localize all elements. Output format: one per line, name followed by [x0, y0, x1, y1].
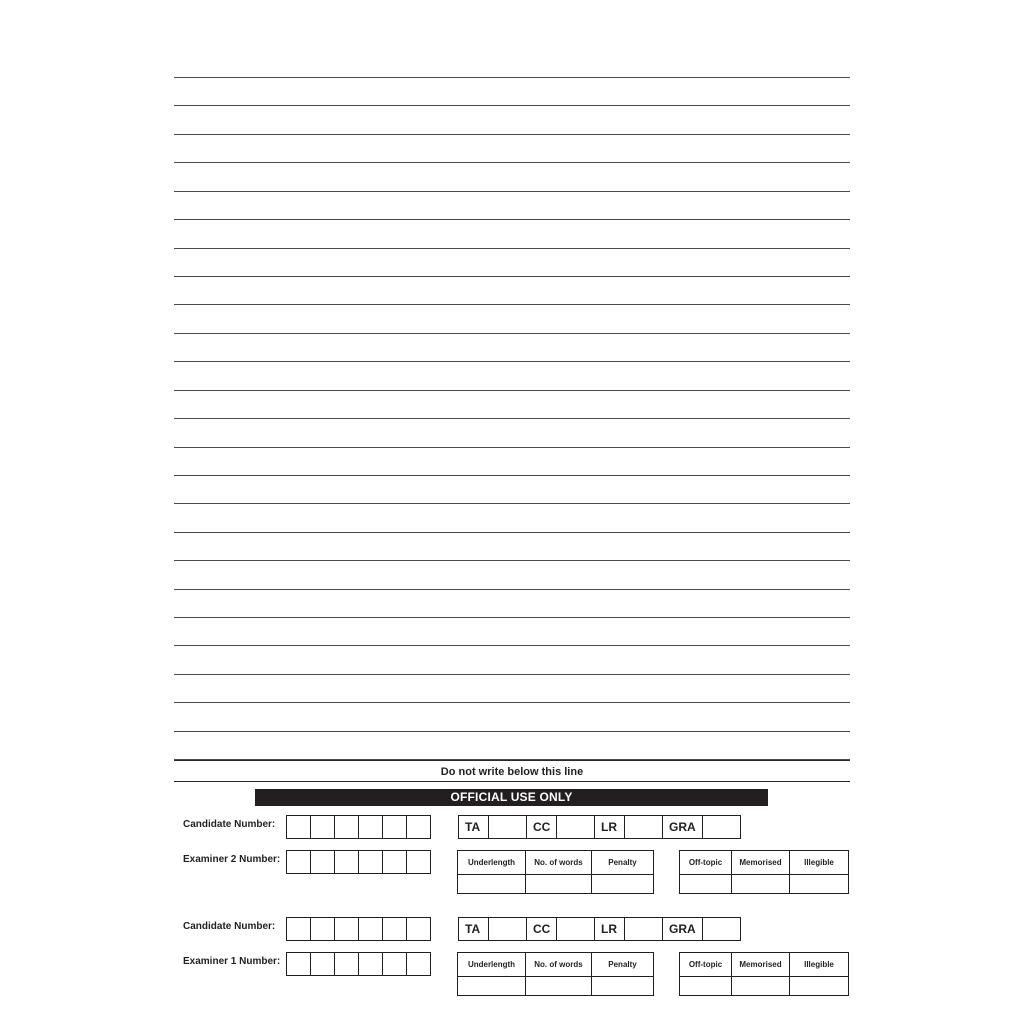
digit-box[interactable] [382, 815, 407, 839]
off-topic-header: Off-topic [680, 953, 732, 977]
illegible-header: Illegible [790, 851, 849, 875]
writing-line [174, 134, 850, 135]
penalty-table [457, 850, 654, 894]
mark-label-cc: CC [526, 917, 557, 941]
no-of-words-header: No. of words [526, 953, 592, 977]
divider-line [174, 781, 850, 782]
underlength-header: Underlength [458, 953, 526, 977]
flags-table [679, 952, 849, 996]
mark-box-ta[interactable] [488, 917, 527, 941]
digit-box[interactable] [310, 952, 335, 976]
digit-box[interactable] [286, 815, 311, 839]
digit-box[interactable] [406, 815, 431, 839]
digit-box[interactable] [358, 850, 383, 874]
mark-box-ta[interactable] [488, 815, 527, 839]
mark-label-gra: GRA [662, 917, 703, 941]
off-topic-header: Off-topic [680, 851, 732, 875]
illegible-header: Illegible [790, 953, 849, 977]
writing-line [174, 248, 850, 249]
mark-label-ta: TA [458, 917, 489, 941]
mark-label-gra: GRA [662, 815, 703, 839]
official-use-banner: OFFICIAL USE ONLY [255, 789, 768, 806]
digit-box[interactable] [310, 917, 335, 941]
digit-box[interactable] [382, 850, 407, 874]
mark-label-lr: LR [594, 917, 625, 941]
digit-box[interactable] [286, 952, 311, 976]
candidate-number-boxes [286, 917, 431, 941]
criteria-marks [458, 815, 741, 839]
writing-line [174, 304, 850, 305]
examiner-number-boxes [286, 952, 431, 976]
mark-box-cc[interactable] [556, 917, 595, 941]
writing-line [174, 276, 850, 277]
penalty-box[interactable] [592, 977, 654, 996]
digit-box[interactable] [406, 952, 431, 976]
writing-line [174, 589, 850, 590]
memorised-header: Memorised [732, 851, 790, 875]
off-topic-box[interactable] [680, 875, 732, 894]
writing-line [174, 105, 850, 106]
writing-line [174, 731, 850, 732]
illegible-box[interactable] [790, 977, 849, 996]
writing-line [174, 645, 850, 646]
penalty-box[interactable] [592, 875, 654, 894]
divider-line [174, 760, 850, 761]
digit-box[interactable] [334, 815, 359, 839]
writing-line [174, 560, 850, 561]
writing-line [174, 532, 850, 533]
no-of-words-box[interactable] [526, 977, 592, 996]
writing-line [174, 77, 850, 78]
digit-box[interactable] [358, 952, 383, 976]
memorised-box[interactable] [732, 977, 790, 996]
writing-line [174, 418, 850, 419]
digit-box[interactable] [334, 952, 359, 976]
examiner-number-boxes [286, 850, 431, 874]
writing-line [174, 475, 850, 476]
no-of-words-box[interactable] [526, 875, 592, 894]
writing-line [174, 702, 850, 703]
mark-box-gra[interactable] [702, 815, 741, 839]
digit-box[interactable] [358, 917, 383, 941]
mark-label-lr: LR [594, 815, 625, 839]
candidate-number-boxes [286, 815, 431, 839]
writing-line [174, 162, 850, 163]
memorised-box[interactable] [732, 875, 790, 894]
underlength-box[interactable] [458, 875, 526, 894]
mark-label-ta: TA [458, 815, 489, 839]
examiner-number-label: Examiner 2 Number: [183, 854, 281, 865]
digit-box[interactable] [406, 850, 431, 874]
underlength-header: Underlength [458, 851, 526, 875]
penalty-table [457, 952, 654, 996]
underlength-box[interactable] [458, 977, 526, 996]
digit-box[interactable] [358, 815, 383, 839]
flags-table [679, 850, 849, 894]
candidate-number-label: Candidate Number: [183, 819, 276, 830]
mark-box-cc[interactable] [556, 815, 595, 839]
memorised-header: Memorised [732, 953, 790, 977]
mark-box-lr[interactable] [624, 815, 663, 839]
do-not-write-notice: Do not write below this line [440, 766, 584, 778]
writing-line [174, 447, 850, 448]
digit-box[interactable] [382, 917, 407, 941]
writing-line [174, 674, 850, 675]
criteria-marks [458, 917, 741, 941]
writing-line [174, 390, 850, 391]
digit-box[interactable] [406, 917, 431, 941]
digit-box[interactable] [310, 850, 335, 874]
writing-line [174, 219, 850, 220]
writing-line [174, 503, 850, 504]
examiner-number-label: Examiner 1 Number: [183, 956, 281, 967]
writing-line [174, 361, 850, 362]
no-of-words-header: No. of words [526, 851, 592, 875]
penalty-header: Penalty [592, 953, 654, 977]
illegible-box[interactable] [790, 875, 849, 894]
digit-box[interactable] [334, 850, 359, 874]
digit-box[interactable] [286, 917, 311, 941]
writing-line [174, 617, 850, 618]
mark-label-cc: CC [526, 815, 557, 839]
digit-box[interactable] [286, 850, 311, 874]
writing-line [174, 333, 850, 334]
mark-box-gra[interactable] [702, 917, 741, 941]
writing-line [174, 191, 850, 192]
candidate-number-label: Candidate Number: [183, 921, 276, 932]
digit-box[interactable] [382, 952, 407, 976]
mark-box-lr[interactable] [624, 917, 663, 941]
off-topic-box[interactable] [680, 977, 732, 996]
penalty-header: Penalty [592, 851, 654, 875]
digit-box[interactable] [310, 815, 335, 839]
digit-box[interactable] [334, 917, 359, 941]
